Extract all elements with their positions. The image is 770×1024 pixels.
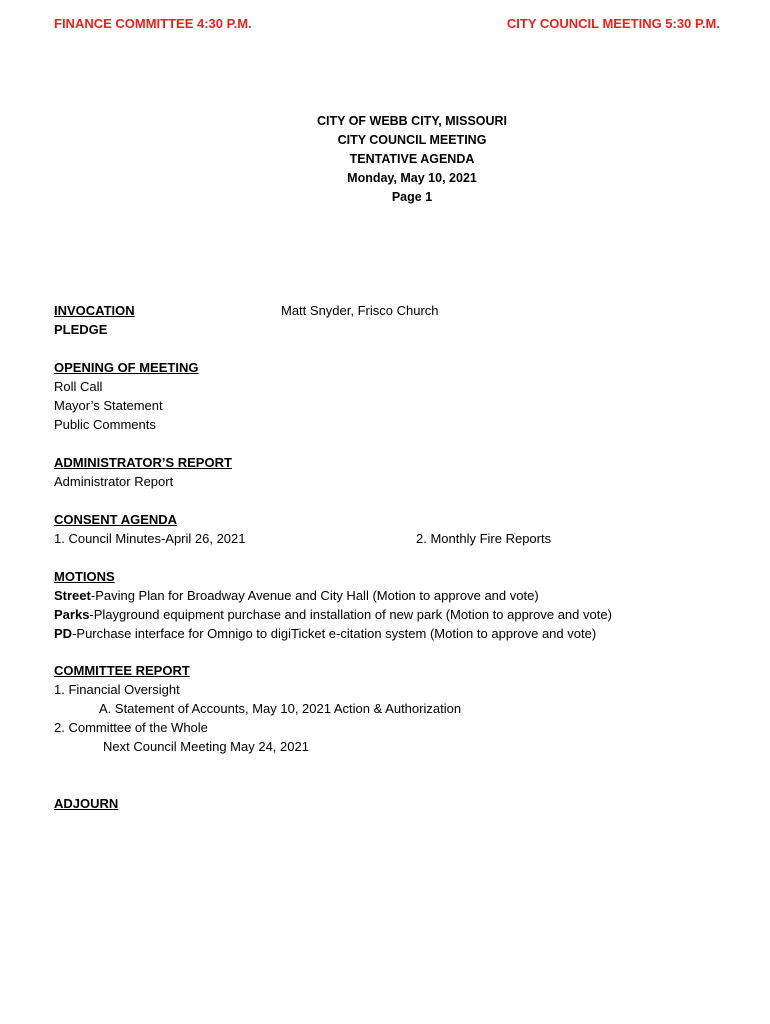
committee-subitem-next-meeting: Next Council Meeting May 24, 2021 [103,739,309,754]
motion-dept-parks: Parks [54,607,90,622]
motion-text-street: -Paving Plan for Broadway Avenue and City Hall (Motion to approve and vote) [90,588,539,603]
opening-item-public-comments: Public Comments [54,417,156,432]
motion-dept-street: Street [54,588,91,603]
motion-text-pd: -Purchase interface for Omnigo to digiTicket e-citation system (Motion to approve and vote) [72,626,597,641]
opening-item-mayor-statement: Mayor’s Statement [54,398,163,413]
opening-heading: OPENING OF MEETING [54,360,199,375]
pledge-label: PLEDGE [54,322,108,337]
motion-item-street [54,586,539,605]
city-name: CITY OF WEBB CITY, MISSOURI [316,114,508,128]
motions-heading: MOTIONS [54,569,115,584]
motion-dept-pd: PD [54,626,73,641]
administrator-item: Administrator Report [54,474,174,489]
committee-item-whole: 2. Committee of the Whole [54,720,208,735]
consent-item-fire-reports: 2. Monthly Fire Reports [416,531,552,546]
finance-committee-time: FINANCE COMMITTEE 4:30 P.M. [54,16,252,31]
motion-text-parks: -Playground equipment purchase and installation of new park (Motion to approve and vote) [89,607,612,622]
adjourn-heading: ADJOURN [54,796,119,811]
page-number: Page 1 [391,190,433,204]
agenda-type: TENTATIVE AGENDA [349,152,475,166]
invocation-value: Matt Snyder, Frisco Church [281,303,439,318]
committee-heading: COMMITTEE REPORT [54,663,190,678]
administrator-heading: ADMINISTRATOR’S REPORT [54,455,232,470]
meeting-name: CITY COUNCIL MEETING [337,133,487,147]
opening-item-roll-call: Roll Call [54,379,103,394]
committee-subitem-accounts: A. Statement of Accounts, May 10, 2021 Action & Authorization [99,701,462,716]
consent-item-minutes: 1. Council Minutes-April 26, 2021 [54,531,246,546]
invocation-label: INVOCATION [54,303,135,318]
meeting-date: Monday, May 10, 2021 [347,171,477,185]
motion-item-pd [54,624,596,643]
agenda-title-block [0,112,770,207]
council-meeting-time: CITY COUNCIL MEETING 5:30 P.M. [506,16,720,31]
consent-heading: CONSENT AGENDA [54,512,178,527]
committee-item-financial: 1. Financial Oversight [54,682,180,697]
motion-item-parks [54,605,612,624]
